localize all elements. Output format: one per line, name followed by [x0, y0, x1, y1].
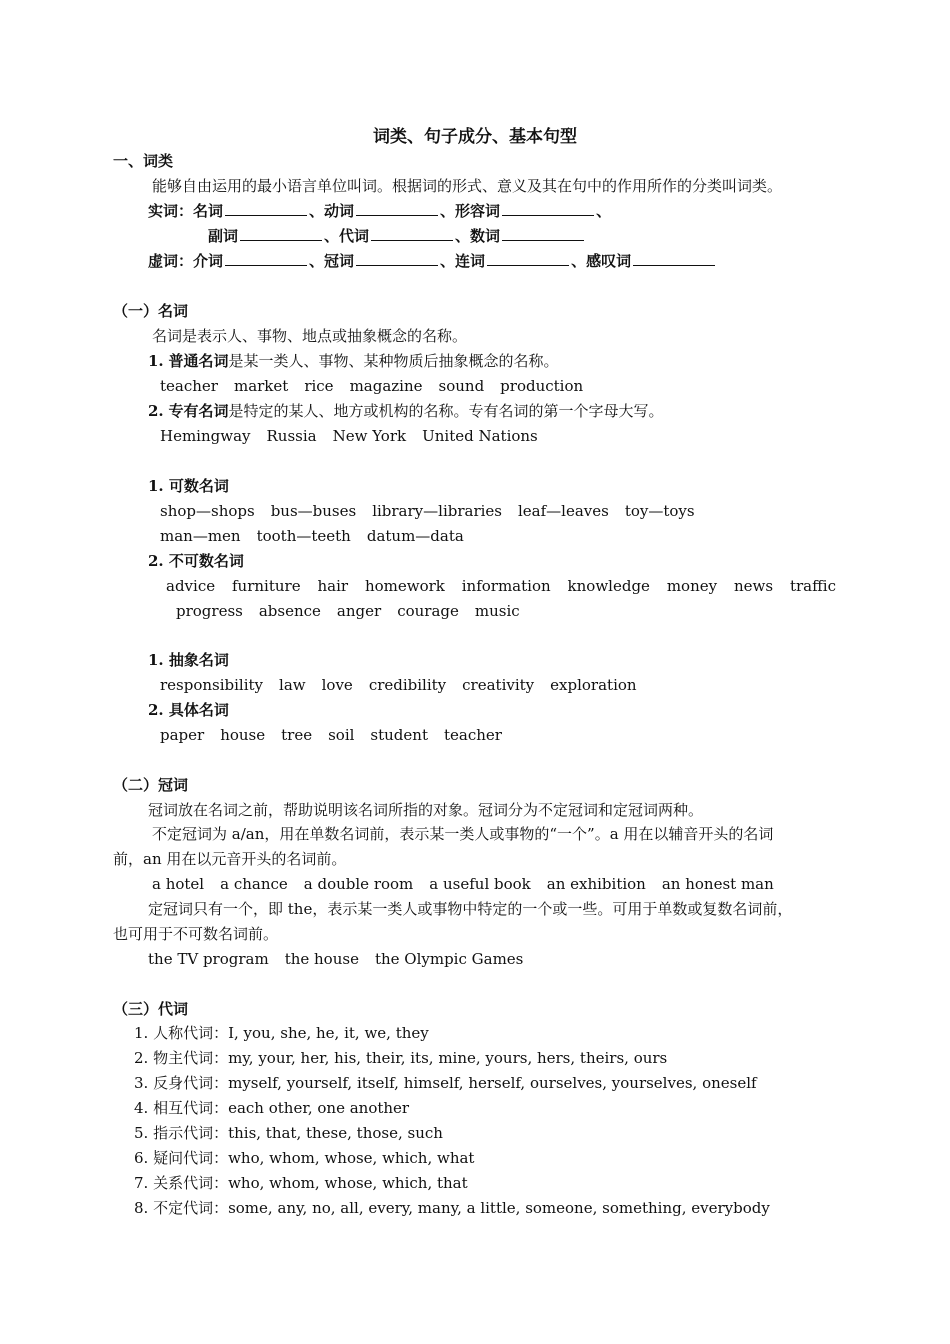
uncountable-noun-heading: 2. 不可数名词 — [148, 552, 244, 570]
item-number: 1. — [148, 352, 164, 370]
example-word: production — [500, 377, 584, 395]
countable-examples-row-1 — [160, 499, 711, 524]
blank-label-interjection: 、感叹词 — [571, 252, 632, 270]
concrete-noun-examples — [160, 723, 518, 748]
example-word: love — [321, 676, 353, 694]
example-word: hair — [317, 577, 349, 595]
term-description: 是某一类人、事物、某种物质后抽象概念的名称。 — [228, 352, 559, 370]
example-word: New York — [332, 427, 407, 445]
fill-blank — [225, 249, 307, 266]
example-word: the house — [284, 950, 359, 968]
example-word: teacher — [160, 377, 218, 395]
articles-intro: 冠词放在名词之前，帮助说明该名词所指的对象。冠词分为不定冠词和定冠词两种。 — [148, 801, 704, 819]
common-noun-examples — [160, 374, 599, 399]
example-word: news — [734, 577, 774, 595]
blank-label-numeral: 、数词 — [455, 227, 501, 245]
pronoun-item: 1. 人称代词：I, you, she, he, it, we, they — [134, 1024, 429, 1042]
item-number: 2. — [148, 402, 164, 420]
fill-blank — [502, 224, 584, 241]
example-word: a useful book — [429, 875, 531, 893]
example-word: traffic — [789, 577, 836, 595]
example-word: homework — [364, 577, 445, 595]
example-word: sound — [438, 377, 485, 395]
indefinite-article-examples — [152, 872, 790, 897]
section-heading-nouns: （一）名词 — [113, 302, 189, 320]
fill-blank — [371, 224, 453, 241]
definite-article-line-2: 也可用于不可数名词前。 — [113, 925, 279, 943]
pronoun-item: 5. 指示代词：this, that, these, those, such — [134, 1124, 443, 1142]
proper-noun-definition — [148, 399, 663, 424]
example-word: rice — [304, 377, 334, 395]
fill-blank — [487, 249, 569, 266]
pronoun-item: 2. 物主代词：my, your, her, his, their, its, mine, yours, hers, theirs, ours — [134, 1049, 668, 1067]
content-words-row-2 — [208, 224, 586, 249]
example-word: market — [233, 377, 289, 395]
example-word: Hemingway — [160, 427, 251, 445]
example-word: progress — [176, 602, 243, 620]
example-word: leaf—leaves — [518, 502, 609, 520]
uncountable-examples-row-1 — [166, 574, 836, 599]
example-word: paper — [160, 726, 205, 744]
uncountable-examples-row-2 — [176, 599, 520, 624]
fill-blank — [633, 249, 715, 266]
example-word: a double room — [303, 875, 414, 893]
blank-label-pronoun: 、代词 — [324, 227, 370, 245]
pronoun-item: 3. 反身代词：myself, yourself, itself, himself, herself, ourselves, yourselves, oneself — [134, 1074, 757, 1092]
example-word: Russia — [266, 427, 317, 445]
blank-label-adverb: 副词 — [208, 227, 239, 245]
example-word: money — [666, 577, 718, 595]
section-heading-word-classes: 一、词类 — [113, 152, 174, 170]
example-word: the TV program — [148, 950, 269, 968]
example-word: creativity — [462, 676, 535, 694]
fill-blank — [502, 199, 594, 216]
pronoun-item: 7. 关系代词：who, whom, whose, which, that — [134, 1174, 468, 1192]
example-word: music — [474, 602, 520, 620]
fill-blank — [356, 199, 438, 216]
example-word: responsibility — [160, 676, 264, 694]
example-word: datum—data — [366, 527, 464, 545]
example-word: credibility — [368, 676, 447, 694]
content-words-row-1 — [148, 199, 611, 224]
blank-label-verb: 、动词 — [309, 202, 355, 220]
example-word: tooth—teeth — [256, 527, 351, 545]
abstract-noun-heading: 1. 抽象名词 — [148, 651, 229, 669]
term-common-noun: 普通名词 — [168, 352, 229, 370]
example-word: furniture — [232, 577, 301, 595]
example-word: teacher — [443, 726, 502, 744]
example-word: bus—buses — [270, 502, 357, 520]
example-word: shop—shops — [160, 502, 255, 520]
example-word: man—men — [160, 527, 241, 545]
example-word: law — [279, 676, 306, 694]
fill-blank — [240, 224, 322, 241]
definite-article-examples — [148, 947, 539, 972]
example-word: information — [461, 577, 551, 595]
proper-noun-examples — [160, 424, 554, 449]
content-words-label: 实词： — [148, 202, 194, 220]
example-word: toy—toys — [624, 502, 695, 520]
word-classes-intro: 能够自由运用的最小语言单位叫词。根据词的形式、意义及其在句中的作用所作的分类叫词类。 — [152, 177, 783, 195]
example-word: exploration — [550, 676, 637, 694]
blank-label-preposition: 介词 — [193, 252, 224, 270]
pronoun-item: 8. 不定代词：some, any, no, all, every, many, a little, someone, something, everybody — [134, 1199, 770, 1217]
blank-label-adjective: 、形容词 — [440, 202, 501, 220]
common-noun-definition — [148, 349, 558, 374]
pronoun-item: 6. 疑问代词：who, whom, whose, which, what — [134, 1149, 475, 1167]
example-word: United Nations — [422, 427, 538, 445]
term-proper-noun: 专有名词 — [168, 402, 229, 420]
example-word: anger — [336, 602, 382, 620]
example-word: library—libraries — [372, 502, 502, 520]
function-words-label: 虚词： — [148, 252, 194, 270]
example-word: tree — [281, 726, 313, 744]
indefinite-article-line-2: 前，an 用在以元音开头的名词前。 — [113, 850, 347, 868]
function-words-row — [148, 249, 717, 274]
countable-examples-row-2 — [160, 524, 480, 549]
definite-article-line-1: 定冠词只有一个，即 the，表示某一类人或事物中特定的一个或一些。可用于单数或复数名词前， — [148, 900, 793, 918]
fill-blank — [356, 249, 438, 266]
term-description: 是特定的某人、地方或机构的名称。专有名词的第一个字母大写。 — [228, 402, 664, 420]
countable-noun-heading: 1. 可数名词 — [148, 477, 229, 495]
example-word: an exhibition — [546, 875, 646, 893]
example-word: student — [370, 726, 428, 744]
nouns-intro: 名词是表示人、事物、地点或抽象概念的名称。 — [152, 327, 468, 345]
section-heading-articles: （二）冠词 — [113, 776, 189, 794]
example-word: knowledge — [567, 577, 650, 595]
example-word: an honest man — [661, 875, 774, 893]
example-word: absence — [258, 602, 321, 620]
blank-label-noun: 名词 — [193, 202, 224, 220]
blank-label-article: 、冠词 — [309, 252, 355, 270]
example-word: a chance — [220, 875, 288, 893]
pronoun-item: 4. 相互代词：each other, one another — [134, 1099, 410, 1117]
section-heading-pronouns: （三）代词 — [113, 1000, 189, 1018]
example-word: a hotel — [152, 875, 205, 893]
example-word: soil — [328, 726, 355, 744]
example-word: house — [220, 726, 266, 744]
indefinite-article-line-1: 不定冠词为 a/an，用在单数名词前，表示某一类人或事物的“一个”。a 用在以辅音开头的名词 — [152, 825, 774, 843]
concrete-noun-heading: 2. 具体名词 — [148, 701, 229, 719]
separator: 、 — [596, 202, 612, 220]
example-word: advice — [166, 577, 216, 595]
blank-label-conjunction: 、连词 — [440, 252, 486, 270]
example-word: courage — [397, 602, 459, 620]
abstract-noun-examples — [160, 673, 653, 698]
example-word: magazine — [349, 377, 423, 395]
fill-blank — [225, 199, 307, 216]
page-title: 词类、句子成分、基本句型 — [373, 127, 577, 147]
example-word: the Olympic Games — [374, 950, 524, 968]
